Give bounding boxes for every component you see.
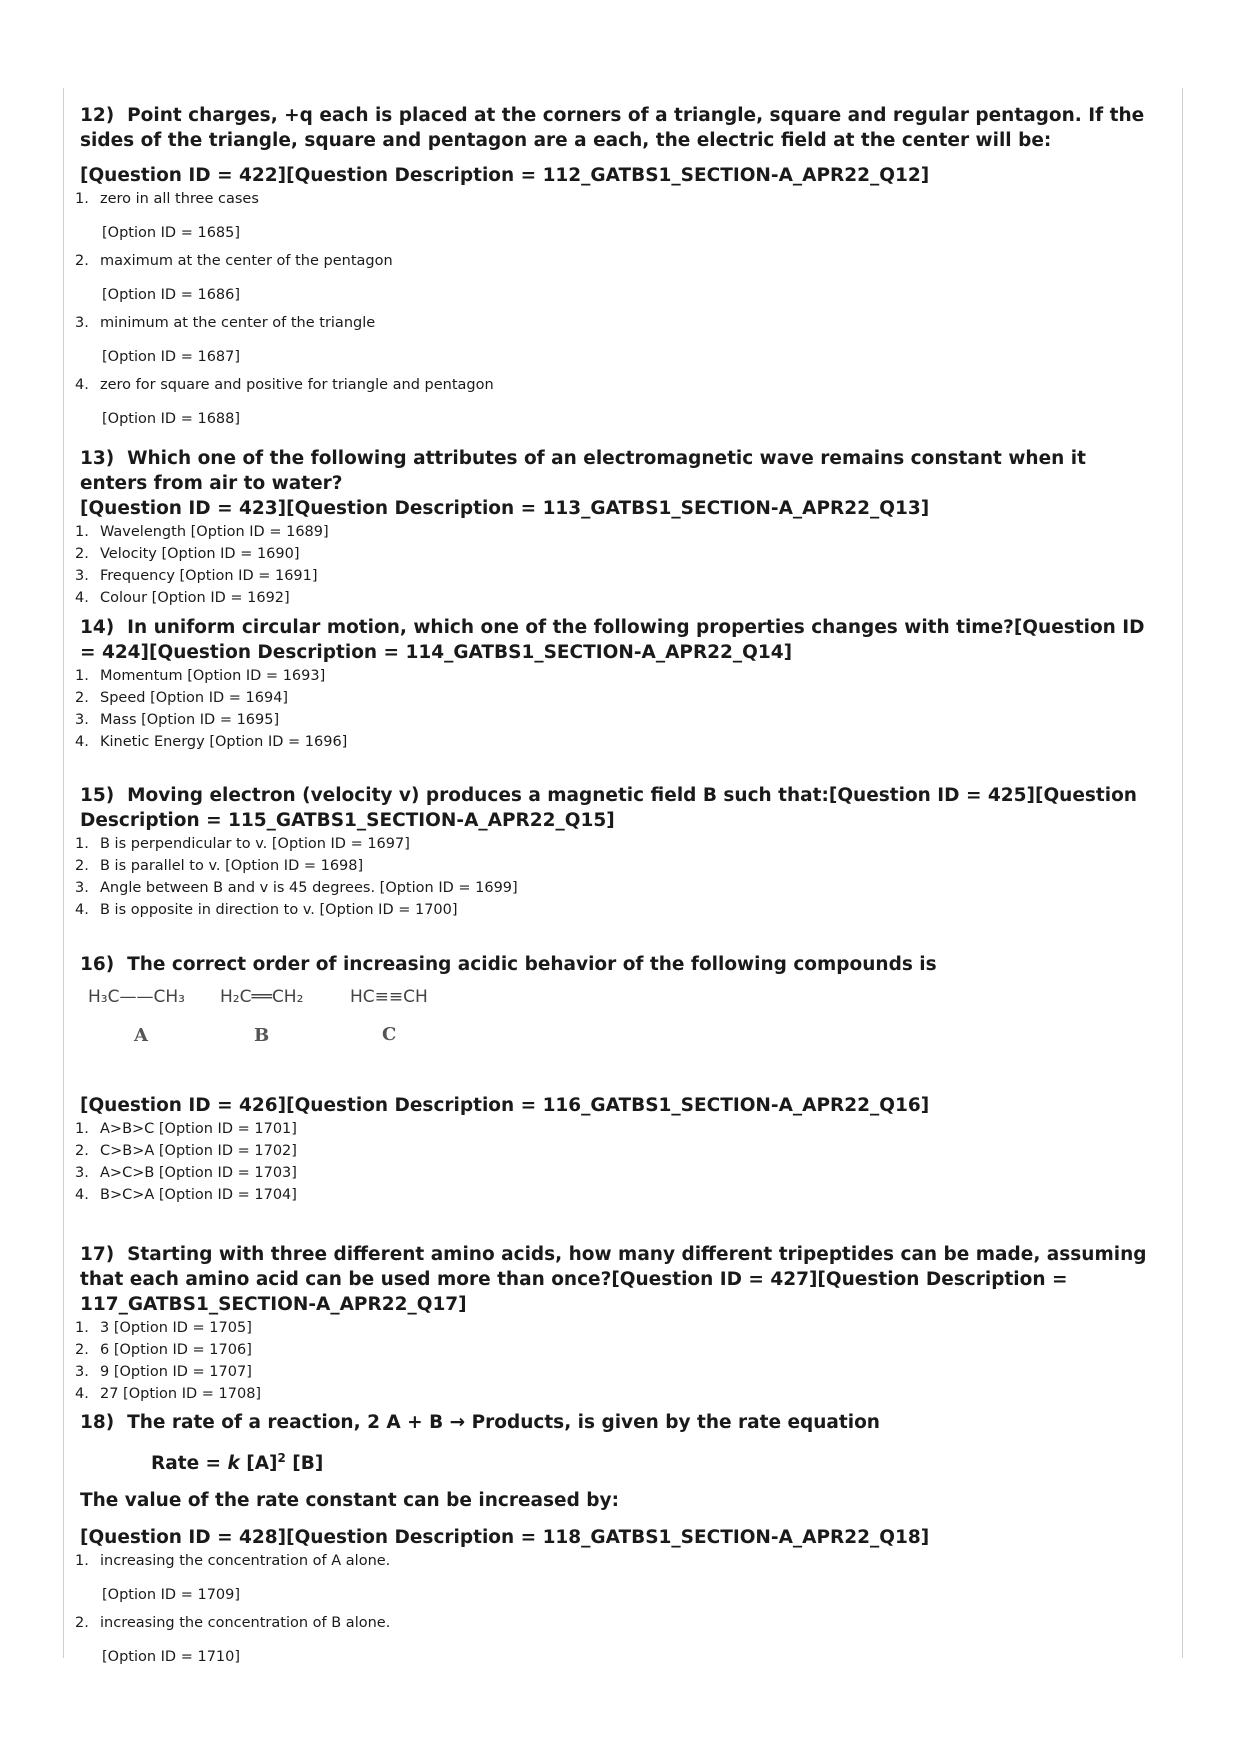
- option-number: 4.: [75, 734, 89, 750]
- option-item: [75, 665, 1150, 687]
- option-number: 2.: [75, 1143, 89, 1159]
- option-number: 4.: [75, 590, 89, 606]
- options-list: [75, 665, 1150, 753]
- option-id: [Option ID = 1709]: [102, 1587, 241, 1604]
- option-number: 1.: [75, 191, 89, 207]
- option-text: Colour [Option ID = 1692]: [100, 590, 290, 606]
- option-text: Momentum [Option ID = 1693]: [100, 668, 326, 684]
- structure-label-b: B: [254, 1025, 270, 1046]
- question-title: 15) Moving electron (velocity v) produces a magnetic field B such that:[Question ID = 425][Question Description = 115_GATBS1_SECTION-A_APR22_Q15]: [80, 785, 1137, 831]
- option-number: 4.: [75, 1187, 89, 1203]
- option-number: 1.: [75, 836, 89, 852]
- option-id: [Option ID = 1687]: [102, 349, 241, 365]
- question-title: 17) Starting with three different amino acids, how many different tripeptides can be made, assuming that each amino acid can be used more than once?[Question ID = 427][Question Description = 117_GATBS1_SECTION-A_APR22_Q17]: [80, 1244, 1147, 1315]
- option-item: [75, 374, 1150, 430]
- question-id: [Question ID = 422][Question Description = 112_GATBS1_SECTION-A_APR22_Q12]: [80, 165, 930, 186]
- question-title: 18) The rate of a reaction, 2 A + B → Products, is given by the rate equation: [80, 1412, 880, 1433]
- rate-conc-b: [B]: [285, 1453, 324, 1475]
- question-id: [Question ID = 426][Question Description = 116_GATBS1_SECTION-A_APR22_Q16]: [80, 1095, 930, 1116]
- option-text: Kinetic Energy [Option ID = 1696]: [100, 734, 348, 750]
- option-number: 1.: [75, 1320, 89, 1336]
- options-list: [75, 1317, 1150, 1405]
- option-item: [75, 709, 1150, 731]
- option-item: [75, 1550, 1150, 1606]
- question-14: [75, 615, 1155, 753]
- option-number: 1.: [75, 1121, 89, 1137]
- question-id: [Question ID = 423][Question Description = 113_GATBS1_SECTION-A_APR22_Q13]: [80, 498, 930, 519]
- option-item: [75, 312, 1150, 368]
- option-number: 3.: [75, 880, 89, 896]
- option-text: zero in all three cases: [100, 191, 259, 207]
- option-item: [75, 188, 1150, 244]
- rate-conc-a: [A]: [239, 1453, 278, 1475]
- question-16: [75, 952, 1155, 1206]
- option-number: 1.: [75, 1553, 89, 1570]
- option-text: B is opposite in direction to v. [Option ID = 1700]: [100, 902, 458, 918]
- option-text: Wavelength [Option ID = 1689]: [100, 524, 329, 540]
- option-number: 2.: [75, 858, 89, 874]
- option-item: [75, 833, 1150, 855]
- option-text: B is perpendicular to v. [Option ID = 1697]: [100, 836, 410, 852]
- option-text: Mass [Option ID = 1695]: [100, 712, 280, 728]
- option-number: 4.: [75, 377, 89, 393]
- option-number: 3.: [75, 1165, 89, 1181]
- option-text: 3 [Option ID = 1705]: [100, 1320, 252, 1336]
- rate-constant-k: k: [227, 1453, 240, 1475]
- option-text: maximum at the center of the pentagon: [100, 253, 393, 269]
- option-id: [Option ID = 1686]: [102, 287, 241, 303]
- option-number: 2.: [75, 546, 89, 562]
- option-id: [Option ID = 1685]: [102, 225, 241, 241]
- option-number: 1.: [75, 668, 89, 684]
- option-text: B>C>A [Option ID = 1704]: [100, 1187, 297, 1203]
- options-list: [75, 1118, 1150, 1206]
- structure-label-c: C: [382, 1024, 397, 1045]
- rate-prefix: Rate =: [151, 1453, 228, 1475]
- option-text: Frequency [Option ID = 1691]: [100, 568, 318, 584]
- rate-exponent: 2: [277, 1451, 286, 1465]
- question-subtext: The value of the rate constant can be increased by:: [80, 1490, 619, 1512]
- option-item: [75, 1339, 1150, 1361]
- option-text: minimum at the center of the triangle: [100, 315, 376, 331]
- option-item: [75, 1118, 1150, 1140]
- option-item: [75, 731, 1150, 753]
- option-text: Velocity [Option ID = 1690]: [100, 546, 300, 562]
- question-id: [Question ID = 428][Question Description = 118_GATBS1_SECTION-A_APR22_Q18]: [80, 1527, 930, 1549]
- option-text: 9 [Option ID = 1707]: [100, 1364, 252, 1380]
- option-text: 27 [Option ID = 1708]: [100, 1386, 262, 1402]
- question-17: [75, 1242, 1155, 1405]
- question-title: 13) Which one of the following attributes of an electromagnetic wave remains constant when it enters from air to water?: [80, 448, 1086, 494]
- option-text: zero for square and positive for triangle and pentagon: [100, 377, 494, 393]
- option-item: [75, 1361, 1150, 1383]
- option-number: 3.: [75, 712, 89, 728]
- option-item: [75, 855, 1150, 877]
- option-number: 4.: [75, 1386, 89, 1402]
- structure-label-a: A: [134, 1025, 148, 1046]
- option-number: 2.: [75, 1615, 89, 1632]
- options-list: [75, 188, 1150, 430]
- option-number: 3.: [75, 1364, 89, 1380]
- option-text: B is parallel to v. [Option ID = 1698]: [100, 858, 364, 874]
- option-text: Speed [Option ID = 1694]: [100, 690, 289, 706]
- option-number: 2.: [75, 253, 89, 269]
- question-title: 16) The correct order of increasing acidic behavior of the following compounds is: [80, 954, 937, 975]
- option-number: 3.: [75, 568, 89, 584]
- option-text: increasing the concentration of B alone.: [100, 1615, 391, 1632]
- option-item: [75, 587, 1150, 609]
- option-text: C>B>A [Option ID = 1702]: [100, 1143, 297, 1159]
- option-item: [75, 1184, 1150, 1206]
- option-item: [75, 521, 1150, 543]
- option-text: A>B>C [Option ID = 1701]: [100, 1121, 297, 1137]
- option-text: 6 [Option ID = 1706]: [100, 1342, 252, 1358]
- option-text: Angle between B and v is 45 degrees. [Option ID = 1699]: [100, 880, 518, 896]
- option-item: [75, 1317, 1150, 1339]
- question-title: 12) Point charges, +q each is placed at the corners of a triangle, square and regular pentagon. If the sides of the triangle, square and pentagon are a each, the electric field at the center will be:: [80, 105, 1145, 151]
- structure-ethane: H₃C——CH₃: [88, 987, 185, 1007]
- option-item: [75, 899, 1150, 921]
- option-id: [Option ID = 1710]: [102, 1649, 241, 1666]
- chemical-structures: [88, 987, 448, 1062]
- option-item: [75, 687, 1150, 709]
- option-item: [75, 1162, 1150, 1184]
- option-item: [75, 1140, 1150, 1162]
- option-item: [75, 1612, 1150, 1668]
- option-number: 3.: [75, 315, 89, 331]
- question-13: [75, 446, 1155, 609]
- option-text: increasing the concentration of A alone.: [100, 1553, 391, 1570]
- option-item: [75, 1383, 1150, 1405]
- option-id: [Option ID = 1688]: [102, 411, 241, 427]
- option-item: [75, 877, 1150, 899]
- question-15: [75, 783, 1155, 921]
- option-number: 1.: [75, 524, 89, 540]
- option-item: [75, 250, 1150, 306]
- structure-ethyne: HC≡≡CH: [350, 987, 428, 1007]
- structure-ethene: H₂C══CH₂: [220, 987, 304, 1007]
- options-list: [75, 521, 1150, 609]
- question-title: 14) In uniform circular motion, which one of the following properties changes with time?[Question ID = 424][Question Description = 114_GATBS1_SECTION-A_APR22_Q14]: [80, 617, 1145, 663]
- question-18: [75, 1410, 1155, 1668]
- option-number: 2.: [75, 690, 89, 706]
- options-list: [75, 833, 1150, 921]
- option-item: [75, 543, 1150, 565]
- rate-equation: [151, 1446, 1155, 1476]
- option-item: [75, 565, 1150, 587]
- option-number: 2.: [75, 1342, 89, 1358]
- question-12: [75, 103, 1155, 430]
- options-list: [75, 1550, 1150, 1668]
- option-text: A>C>B [Option ID = 1703]: [100, 1165, 297, 1181]
- option-number: 4.: [75, 902, 89, 918]
